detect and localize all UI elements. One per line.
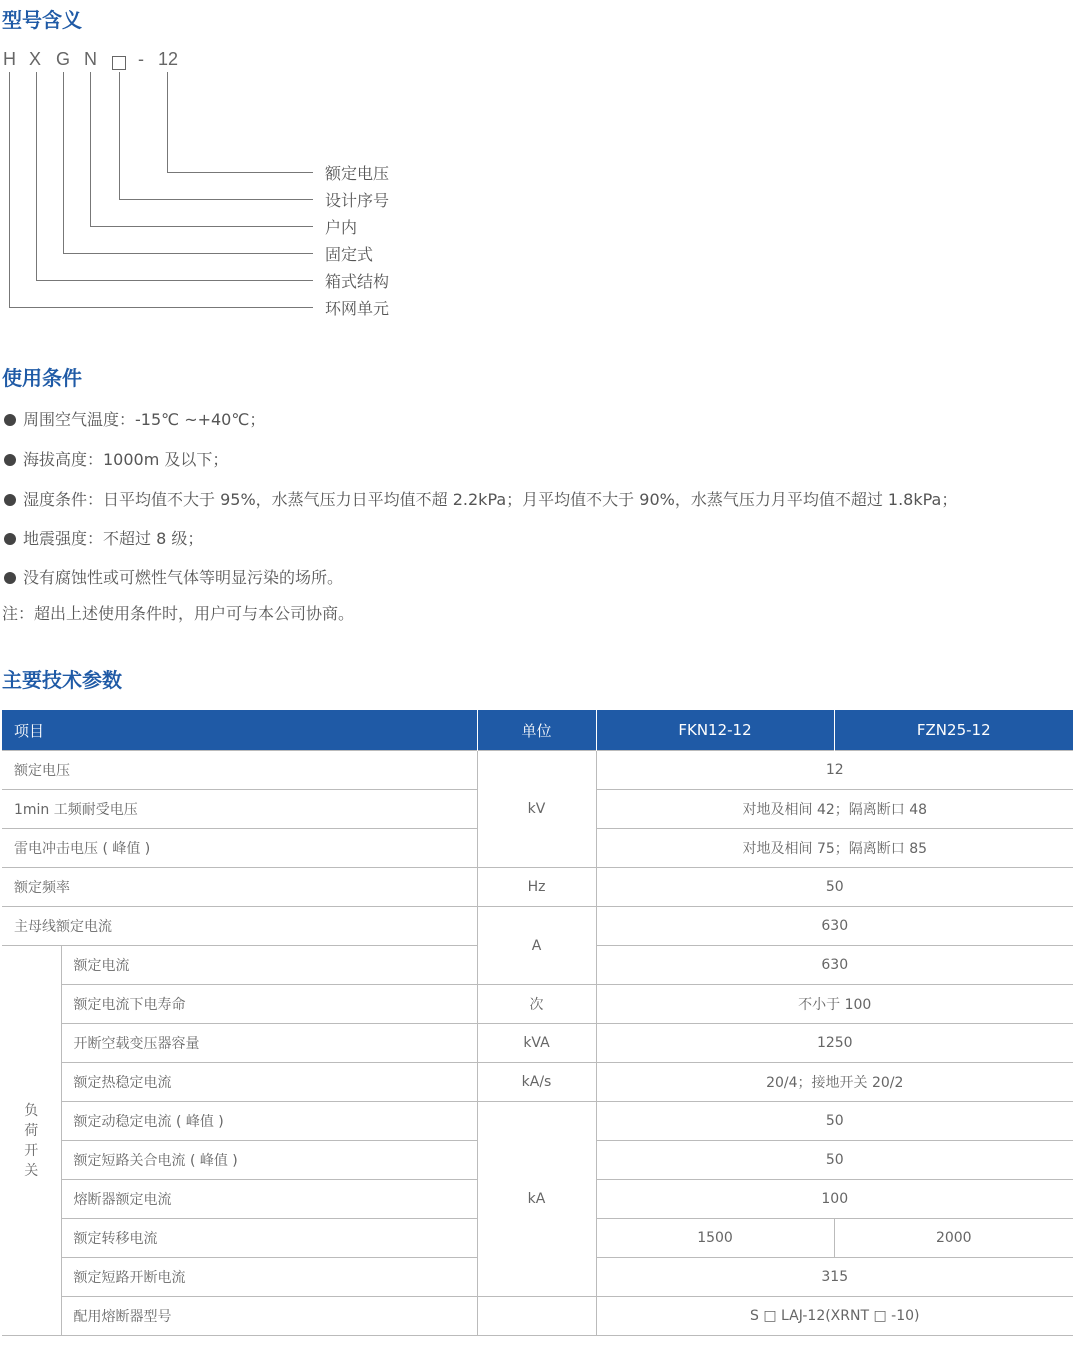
table-row (2, 1063, 1073, 1102)
code-char: 12 (158, 49, 179, 69)
header-unit: 单位 (477, 710, 596, 751)
section-title-params: 主要技术参数 (2, 668, 122, 692)
row-value: 50 (596, 1141, 1073, 1180)
row-unit: A (477, 907, 596, 985)
table-row (2, 985, 1073, 1024)
row-unit: kVA (477, 1024, 596, 1063)
code-char: G (56, 49, 71, 69)
row-label: 1min 工频耐受电压 (2, 790, 477, 829)
section-title-model: 型号含义 (2, 8, 82, 32)
condition-item: 没有腐蚀性或可燃性气体等明显污染的场所。 (4, 565, 343, 588)
code-label: 箱式结构 (325, 272, 390, 291)
row-label: 额定热稳定电流 (61, 1063, 477, 1102)
row-label: 主母线额定电流 (2, 907, 477, 946)
table-row (2, 1102, 1073, 1141)
row-value: 12 (596, 751, 1073, 790)
bullet-icon (4, 414, 16, 426)
row-label: 开断空载变压器容量 (61, 1024, 477, 1063)
section-title-conditions: 使用条件 (2, 366, 82, 390)
bullet-icon (4, 454, 16, 466)
code-char: - (138, 49, 144, 69)
row-label: 额定短路开断电流 (61, 1258, 477, 1297)
params-table (2, 710, 1073, 1336)
row-label: 雷电冲击电压 ( 峰值 ) (2, 829, 477, 868)
code-label: 户内 (325, 218, 358, 237)
square-box-icon (112, 53, 126, 74)
code-label: 环网单元 (325, 299, 390, 318)
row-value: 50 (596, 868, 1073, 907)
header-item: 项目 (2, 710, 477, 751)
table-header-row (2, 710, 1073, 751)
bullet-icon (4, 572, 16, 584)
row-unit: Hz (477, 868, 596, 907)
code-char: X (29, 49, 42, 69)
row-unit (477, 1297, 596, 1336)
table-row (2, 1297, 1073, 1336)
row-label: 额定电流 (61, 946, 477, 985)
table-row (2, 1024, 1073, 1063)
code-label: 额定电压 (325, 164, 390, 183)
row-label: 配用熔断器型号 (61, 1297, 477, 1336)
code-char: N (84, 49, 97, 69)
row-value: 1250 (596, 1024, 1073, 1063)
row-value-col1: 1500 (596, 1219, 834, 1258)
table-row (2, 868, 1073, 907)
condition-item: 地震强度：不超过 8 级； (4, 526, 203, 549)
row-value: 20/4；接地开关 20/2 (596, 1063, 1073, 1102)
condition-item: 海拔高度：1000m 及以下； (4, 447, 228, 470)
row-value: 不小于 100 (596, 985, 1073, 1024)
row-label: 额定动稳定电流 ( 峰值 ) (61, 1102, 477, 1141)
row-unit: kA (477, 1102, 596, 1297)
condition-item: 湿度条件：日平均值不大于 95%，水蒸气压力日平均值不超 2.2kPa；月平均值不大于 90%，水蒸气压力月平均值不超过 1.8kPa； (4, 487, 957, 510)
row-value-col2: 2000 (834, 1219, 1073, 1258)
row-label: 额定频率 (2, 868, 477, 907)
group-label-load-switch: 负 荷 开 关 (2, 946, 61, 1336)
row-value: 315 (596, 1258, 1073, 1297)
condition-item: 周围空气温度：-15℃ ~+40℃； (4, 407, 265, 430)
header-col2: FZN25-12 (834, 710, 1073, 751)
row-unit: kA/s (477, 1063, 596, 1102)
row-value: 对地及相间 42；隔离断口 48 (596, 790, 1073, 829)
row-value: 630 (596, 907, 1073, 946)
row-label: 熔断器额定电流 (61, 1180, 477, 1219)
row-label: 额定转移电流 (61, 1219, 477, 1258)
conditions-note: 注：超出上述使用条件时，用户可与本公司协商。 (2, 604, 355, 623)
row-value: 630 (596, 946, 1073, 985)
row-label: 额定电压 (2, 751, 477, 790)
row-unit: kV (477, 751, 596, 868)
row-label: 额定短路关合电流 ( 峰值 ) (61, 1141, 477, 1180)
row-value: 对地及相间 75；隔离断口 85 (596, 829, 1073, 868)
row-value: 50 (596, 1102, 1073, 1141)
code-label: 设计序号 (325, 191, 390, 210)
row-value: 100 (596, 1180, 1073, 1219)
header-col1: FKN12-12 (596, 710, 834, 751)
bullet-icon (4, 494, 16, 506)
table-row (2, 907, 1073, 946)
bullet-icon (4, 533, 16, 545)
code-char: H (3, 49, 16, 69)
table-row (2, 751, 1073, 790)
row-unit: 次 (477, 985, 596, 1024)
row-label: 额定电流下电寿命 (61, 985, 477, 1024)
code-label: 固定式 (325, 245, 374, 264)
row-value: S □ LAJ-12(XRNT □ -10) (596, 1297, 1073, 1336)
